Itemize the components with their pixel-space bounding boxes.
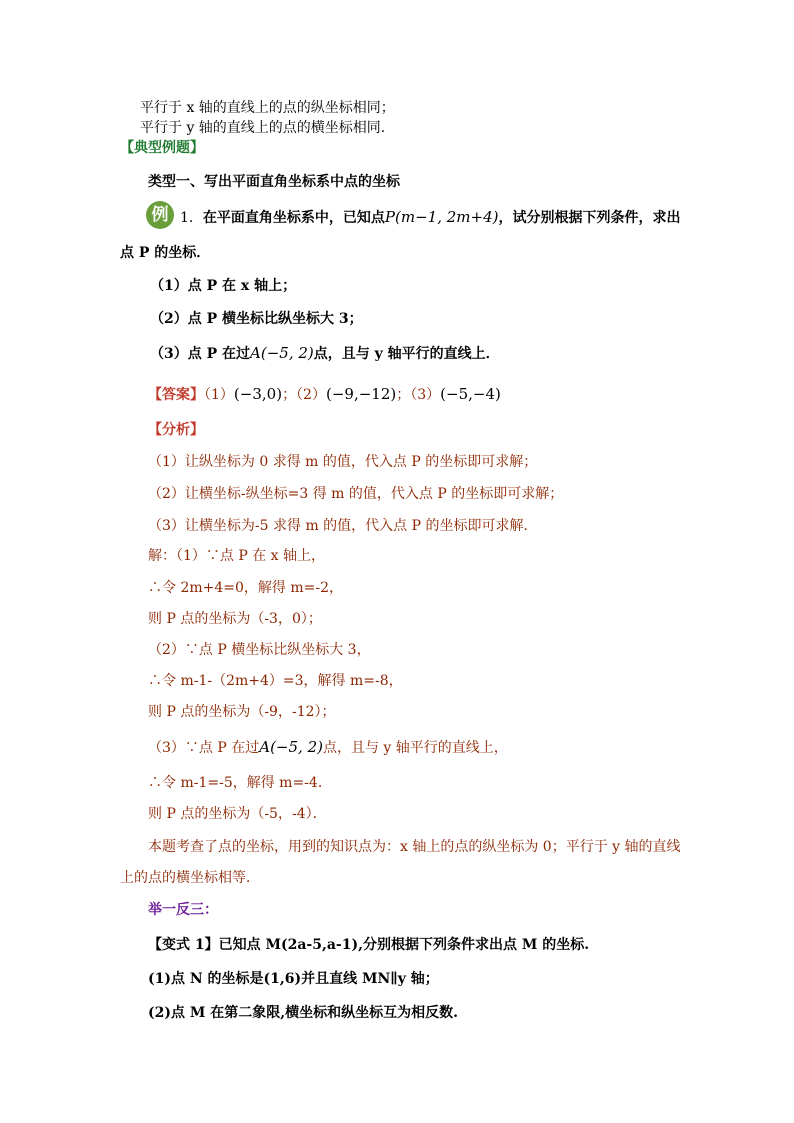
condition-3	[150, 343, 500, 364]
solution-4: （2）∵点 P 横坐标比纵坐标大 3，	[148, 642, 371, 658]
solution-3: 则 P 点的坐标为（-3，0）；	[148, 611, 322, 627]
example-line-2: 点 P 的坐标．	[120, 245, 211, 261]
solution-8: ∴令 m-1=-5，解得 m=-4．	[148, 775, 332, 791]
example-text-b: ，试分别根据下列条件，求出	[498, 210, 681, 226]
solution-9: 则 P 点的坐标为（-5，-4）．	[148, 806, 327, 822]
example-line-1	[180, 207, 680, 228]
section-heading: 【典型例题】	[120, 140, 204, 156]
variant-line-3: (2)点 M 在第二象限,横坐标和纵坐标互为相反数.	[148, 1005, 458, 1021]
solution-2: ∴令 2m+4=0，解得 m=-2，	[148, 580, 344, 596]
solution-7	[148, 737, 508, 758]
condition-2: （2）点 P 横坐标比纵坐标大 3；	[150, 311, 363, 327]
example-badge-icon: 例	[146, 201, 174, 229]
practice-heading: 举一反三：	[148, 902, 218, 918]
type-heading: 类型一、写出平面直角坐标系中点的坐标	[148, 174, 400, 190]
answer-value-3: (−5,−4)	[440, 385, 501, 403]
answer-sep-2: ；（3）	[396, 387, 441, 403]
variant-line-2: (1)点 N 的坐标是(1,6)并且直线 MN∥y 轴；	[148, 971, 439, 987]
intro-line-1: 平行于 x 轴的直线上的点的纵坐标相同；	[140, 100, 395, 116]
answer-line	[148, 384, 501, 405]
solution-7-text-b: 点，且与 y 轴平行的直线上，	[322, 740, 508, 756]
example-text-a: 在平面直角坐标系中，已知点	[202, 210, 385, 226]
answer-part-1: （1）	[204, 387, 234, 403]
condition-3-point: A(−5, 2)	[250, 344, 314, 362]
solution-7-point: A(−5, 2)	[259, 738, 323, 756]
example-number: 1．	[180, 210, 203, 226]
analysis-3: （3）让横坐标为-5 求得 m 的值，代入点 P 的坐标即可求解．	[148, 518, 538, 534]
summary-line-2: 上的点的横坐标相等．	[120, 870, 260, 886]
solution-7-text-a: （3）∵点 P 在过	[148, 740, 260, 756]
solution-1: 解：（1）∵点 P 在 x 轴上，	[148, 548, 326, 564]
analysis-label: 【分析】	[148, 422, 204, 438]
summary-line-1: 本题考查了点的坐标，用到的知识点为：x 轴上的点的纵坐标为 0；平行于 y 轴的直线	[148, 839, 681, 855]
condition-1: （1）点 P 在 x 轴上；	[150, 278, 297, 294]
answer-value-2: (−9,−12)	[325, 385, 397, 403]
answer-sep-1: ；（2）	[282, 387, 326, 403]
answer-label: 【答案】	[148, 387, 204, 403]
analysis-2: （2）让横坐标-纵坐标=3 得 m 的值，代入点 P 的坐标即可求解；	[148, 486, 564, 502]
condition-3-text-a: （3）点 P 在过	[150, 346, 251, 362]
answer-value-1: (−3,0)	[233, 385, 283, 403]
example-point-expr: P(m−1, 2m+4)	[384, 208, 499, 226]
solution-5: ∴令 m-1-（2m+4）=3，解得 m=-8，	[148, 673, 403, 689]
analysis-1: （1）让纵坐标为 0 求得 m 的值，代入点 P 的坐标即可求解；	[148, 454, 538, 470]
variant-line-1: 【变式 1】已知点 M(2a-5,a-1),分别根据下列条件求出点 M 的坐标.	[148, 937, 590, 953]
condition-3-text-b: 点，且与 y 轴平行的直线上．	[313, 346, 500, 362]
solution-6: 则 P 点的坐标为（-9，-12）；	[148, 704, 336, 720]
intro-line-2: 平行于 y 轴的直线上的点的横坐标相同.	[140, 120, 386, 136]
